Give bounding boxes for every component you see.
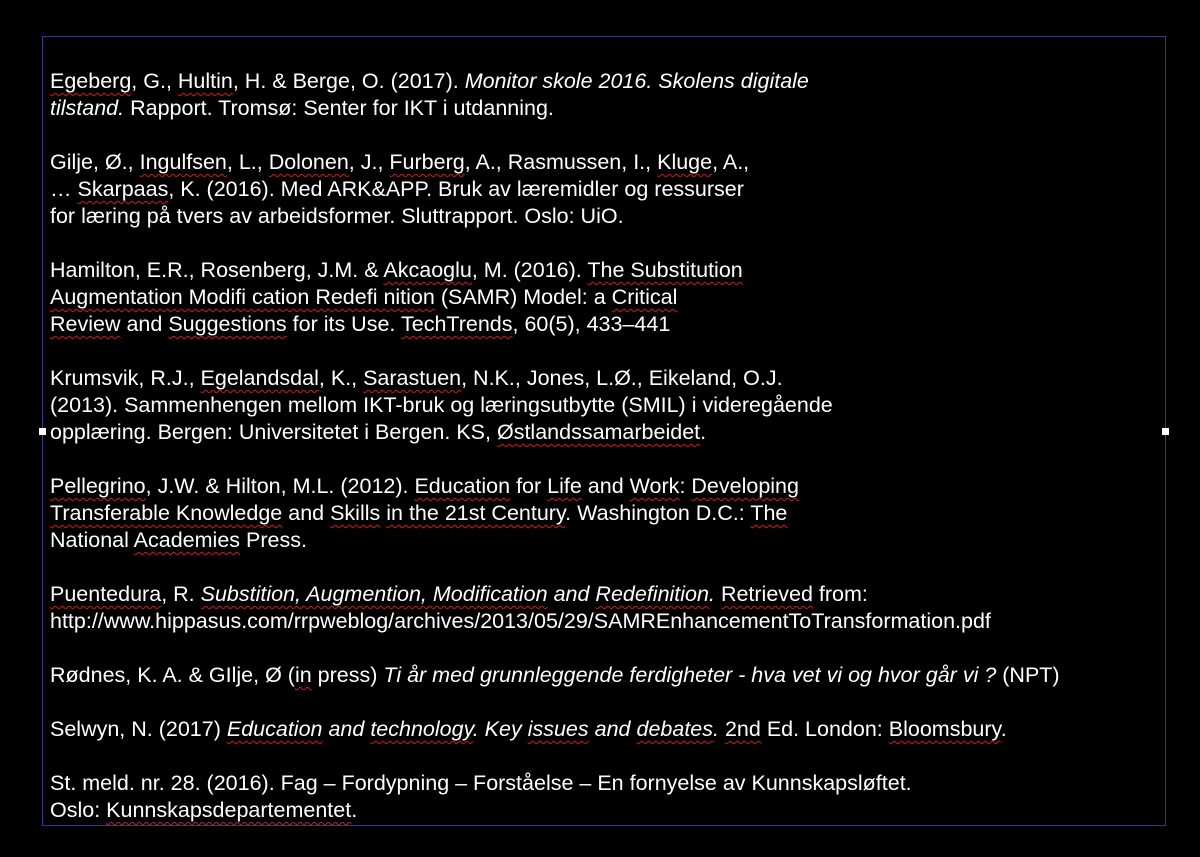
reference-line [50, 176, 1160, 203]
reference-text: St. meld. nr. 28. (2016). Fag – Fordypning – Forståelse – En fornyelse av Kunnskapsløftet. [50, 771, 912, 795]
spellcheck-flagged-text: Akcaoglu [383, 258, 472, 282]
reference-list[interactable] [50, 68, 1160, 851]
reference-text: , K. (2016). Med ARK&APP. Bruk av læremidler og ressurser [168, 177, 744, 201]
reference-text: , 60(5), 433–441 [512, 312, 671, 336]
reference-line [50, 203, 1160, 230]
reference-line [50, 392, 1160, 419]
reference-text: . Key [472, 717, 528, 741]
reference-line [50, 473, 1160, 500]
reference-entry [50, 68, 1160, 122]
reference-text: tilstand. [50, 96, 125, 120]
reference-line [50, 419, 1160, 446]
reference-text: (2013). Sammenhengen mellom IKT-bruk og læringsutbytte (SMIL) i videregående [50, 393, 833, 417]
reference-text: : [679, 474, 692, 498]
reference-text: Oslo: [50, 798, 107, 822]
reference-entry [50, 365, 1160, 446]
reference-text: Monitor skole 2016. Skolens digitale [464, 69, 809, 93]
spellcheck-flagged-text: in the 21st Century [386, 501, 566, 525]
reference-line [50, 662, 1160, 689]
reference-text: and [282, 501, 331, 525]
resize-handle-left[interactable] [39, 428, 46, 435]
resize-handle-right[interactable] [1162, 428, 1169, 435]
reference-text: , M. (2016). [471, 258, 588, 282]
spellcheck-flagged-text: Academies [133, 528, 241, 552]
reference-text: from: [812, 582, 868, 606]
spellcheck-flagged-text: issues [527, 717, 589, 741]
reference-text: , A., Rasmussen, I., [464, 150, 658, 174]
reference-line [50, 365, 1160, 392]
spellcheck-flagged-text: Dolonen [268, 150, 349, 174]
spellcheck-flagged-text: 2nd [724, 717, 761, 741]
reference-text: , G., [131, 69, 178, 93]
reference-text: National [50, 528, 134, 552]
spellcheck-flagged-text: Kunnskapsdepartementet [106, 798, 352, 822]
spellcheck-flagged-text: Transferable Knowledge [50, 501, 283, 525]
reference-line [50, 95, 1160, 122]
reference-line [50, 500, 1160, 527]
reference-entry [50, 770, 1160, 824]
reference-text: , J.W. & Hilton, M.L. (2012). [145, 474, 415, 498]
reference-line [50, 311, 1160, 338]
reference-entry [50, 149, 1160, 230]
spellcheck-flagged-text: technology [370, 717, 473, 741]
spellcheck-flagged-text: Review [50, 312, 121, 336]
reference-text: (NPT) [996, 663, 1060, 687]
spellcheck-flagged-text: Critical [611, 285, 678, 309]
reference-text: Press. [240, 528, 307, 552]
reference-text: , K., [318, 366, 364, 390]
reference-text: press) [311, 663, 384, 687]
reference-text: , N.K., Jones, L.Ø., Eikeland, O.J. [461, 366, 783, 390]
spellcheck-flagged-text: The Substitution [587, 258, 743, 282]
spellcheck-flagged-text: Retrieved [720, 582, 813, 606]
reference-entry [50, 662, 1160, 689]
spellcheck-flagged-text: Skarpaas [77, 177, 169, 201]
reference-text: . [1000, 717, 1007, 741]
reference-text: … [50, 177, 78, 201]
spellcheck-flagged-text: Education [226, 717, 323, 741]
reference-text: and [547, 582, 596, 606]
reference-entry [50, 716, 1160, 743]
spellcheck-flagged-text: Egeberg [50, 69, 132, 93]
reference-text: for [510, 474, 548, 498]
reference-entry [50, 473, 1160, 554]
reference-line [50, 284, 1160, 311]
spellcheck-flagged-text: Skills [330, 501, 381, 525]
spellcheck-flagged-text: Kluge [657, 150, 713, 174]
reference-text: http://www.hippasus.com/rrpweblog/archives/2013/05/29/SAMREnhancementToTransformation.pdf [50, 609, 991, 633]
reference-text: Ed. London: [760, 717, 889, 741]
reference-text: opplæring. Bergen: Universitetet i Bergen. KS, [50, 420, 497, 444]
reference-line [50, 716, 1160, 743]
reference-line [50, 257, 1160, 284]
spellcheck-flagged-text: Sarastuen [363, 366, 462, 390]
reference-text: for its Use. [286, 312, 401, 336]
spellcheck-flagged-text: Substition, Augmention, Modification [200, 582, 548, 606]
reference-line [50, 527, 1160, 554]
spellcheck-flagged-text: Egelandsdal [200, 366, 319, 390]
reference-text: Rødnes, K. A. & GIlje, Ø ( [50, 663, 295, 687]
spellcheck-flagged-text: Hultin [177, 69, 233, 93]
spellcheck-flagged-text: Augmentation Modifi cation Redefi nition [50, 285, 435, 309]
reference-text: Gilje, Ø., [50, 150, 140, 174]
spellcheck-flagged-text: Redefinition [595, 582, 709, 606]
reference-line [50, 581, 1160, 608]
reference-text: (SAMR) Model: a [434, 285, 612, 309]
spellcheck-flagged-text: The [750, 501, 788, 525]
reference-text: Ti år med grunnleggende ferdigheter - hva vet vi og hvor går vi ? [383, 663, 997, 687]
spellcheck-flagged-text: Developing [691, 474, 799, 498]
reference-text: and [120, 312, 169, 336]
reference-entry [50, 257, 1160, 338]
reference-line [50, 770, 1160, 797]
reference-text: and [322, 717, 371, 741]
spellcheck-flagged-text: Education [414, 474, 511, 498]
reference-text: . [713, 717, 719, 741]
reference-text: , L., [226, 150, 269, 174]
spellcheck-flagged-text: Ingulfsen [139, 150, 227, 174]
reference-text: , R. [161, 582, 201, 606]
reference-text: for læring på tvers av arbeidsformer. Sluttrapport. Oslo: UiO. [50, 204, 624, 228]
reference-line [50, 149, 1160, 176]
spellcheck-flagged-text: debates [636, 717, 713, 741]
spellcheck-flagged-text: Suggestions [168, 312, 287, 336]
spellcheck-flagged-text: Life [547, 474, 582, 498]
spellcheck-flagged-text: Puentedura [50, 582, 162, 606]
reference-entry [50, 581, 1160, 635]
reference-text: and [588, 717, 637, 741]
spellcheck-flagged-text: Pellegrino [50, 474, 146, 498]
reference-text: Selwyn, N. (2017) [50, 717, 227, 741]
reference-text: , H. & Berge, O. (2017). [232, 69, 465, 93]
spellcheck-flagged-text: TechTrends [400, 312, 513, 336]
reference-line [50, 68, 1160, 95]
spellcheck-flagged-text: in [294, 663, 312, 687]
reference-line [50, 608, 1160, 635]
reference-text: Rapport. Tromsø: Senter for IKT i utdanning. [124, 96, 554, 120]
reference-text: . [708, 582, 715, 606]
reference-text: and [581, 474, 630, 498]
reference-text: , A., [712, 150, 750, 174]
spellcheck-flagged-text: Work [629, 474, 680, 498]
reference-text: . [351, 798, 358, 822]
spellcheck-flagged-text: Østlandssamarbeidet [496, 420, 701, 444]
spellcheck-flagged-text: Bloomsbury [888, 717, 1001, 741]
reference-text: Krumsvik, R.J., [50, 366, 201, 390]
reference-text: . Washington D.C.: [565, 501, 751, 525]
reference-text: . [700, 420, 707, 444]
spellcheck-flagged-text: Furberg [389, 150, 465, 174]
reference-text: Hamilton, E.R., Rosenberg, J.M. & [50, 258, 384, 282]
reference-text: , J., [348, 150, 390, 174]
reference-line [50, 797, 1160, 824]
